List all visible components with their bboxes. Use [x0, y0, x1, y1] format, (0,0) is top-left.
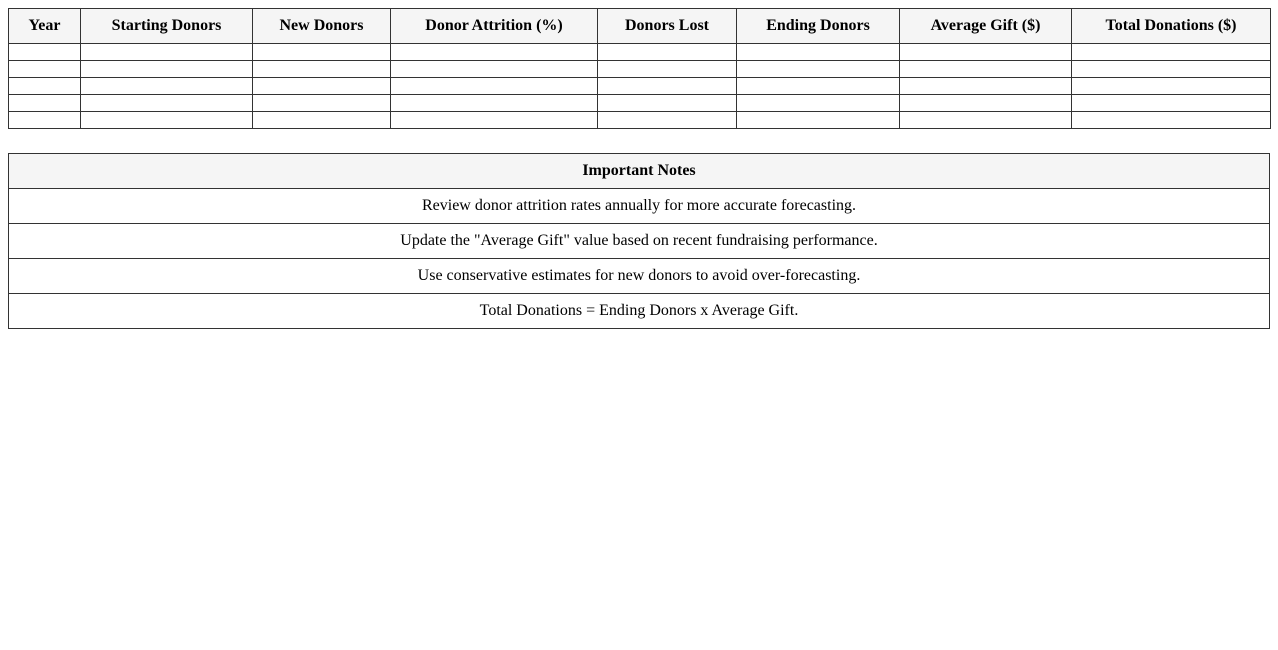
table-row: [9, 112, 1271, 129]
table-cell[interactable]: [1072, 61, 1271, 78]
table-cell[interactable]: [1072, 112, 1271, 129]
table-cell[interactable]: [1072, 78, 1271, 95]
table-cell[interactable]: [598, 95, 737, 112]
note-row: [9, 294, 1270, 329]
column-header-donor-attrition: Donor Attrition (%): [391, 9, 598, 44]
column-header-ending-donors: Ending Donors: [737, 9, 900, 44]
column-header-average-gift: Average Gift ($): [900, 9, 1072, 44]
table-cell[interactable]: [9, 61, 81, 78]
table-cell[interactable]: [598, 78, 737, 95]
important-notes-table: [8, 153, 1270, 329]
column-header-year: Year: [9, 9, 81, 44]
table-cell[interactable]: [391, 112, 598, 129]
note-item: Total Donations = Ending Donors x Average Gift.: [9, 294, 1270, 329]
table-cell[interactable]: [9, 95, 81, 112]
table-cell[interactable]: [253, 112, 391, 129]
table-row: [9, 44, 1271, 61]
table-cell[interactable]: [598, 112, 737, 129]
table-cell[interactable]: [598, 44, 737, 61]
note-item: Update the "Average Gift" value based on recent fundraising performance.: [9, 224, 1270, 259]
table-cell[interactable]: [391, 95, 598, 112]
donor-forecast-table: [8, 8, 1271, 129]
table-cell[interactable]: [391, 61, 598, 78]
table-cell[interactable]: [253, 44, 391, 61]
table-cell[interactable]: [253, 95, 391, 112]
table-row: [9, 95, 1271, 112]
note-row: [9, 259, 1270, 294]
note-item: Use conservative estimates for new donors to avoid over-forecasting.: [9, 259, 1270, 294]
column-header-total-donations: Total Donations ($): [1072, 9, 1271, 44]
table-cell[interactable]: [1072, 44, 1271, 61]
column-header-new-donors: New Donors: [253, 9, 391, 44]
table-cell[interactable]: [81, 61, 253, 78]
table-cell[interactable]: [598, 61, 737, 78]
table-cell[interactable]: [900, 78, 1072, 95]
table-cell[interactable]: [737, 78, 900, 95]
column-header-donors-lost: Donors Lost: [598, 9, 737, 44]
table-row: [9, 78, 1271, 95]
table-cell[interactable]: [900, 44, 1072, 61]
table-cell[interactable]: [737, 44, 900, 61]
table-cell[interactable]: [900, 61, 1072, 78]
table-cell[interactable]: [9, 44, 81, 61]
table-row: [9, 61, 1271, 78]
note-row: [9, 224, 1270, 259]
table-cell[interactable]: [9, 78, 81, 95]
table-cell[interactable]: [900, 112, 1072, 129]
table-cell[interactable]: [81, 95, 253, 112]
table-cell[interactable]: [1072, 95, 1271, 112]
table-cell[interactable]: [253, 61, 391, 78]
column-header-starting-donors: Starting Donors: [81, 9, 253, 44]
notes-header: Important Notes: [9, 154, 1270, 189]
table-cell[interactable]: [81, 78, 253, 95]
table-cell[interactable]: [81, 112, 253, 129]
table-cell[interactable]: [900, 95, 1072, 112]
table-cell[interactable]: [9, 112, 81, 129]
table-header-row: [9, 9, 1271, 44]
notes-header-row: [9, 154, 1270, 189]
table-cell[interactable]: [737, 95, 900, 112]
note-row: [9, 189, 1270, 224]
table-cell[interactable]: [253, 78, 391, 95]
table-cell[interactable]: [391, 44, 598, 61]
table-cell[interactable]: [737, 112, 900, 129]
page: [8, 8, 1270, 329]
note-item: Review donor attrition rates annually for more accurate forecasting.: [9, 189, 1270, 224]
table-cell[interactable]: [391, 78, 598, 95]
table-cell[interactable]: [81, 44, 253, 61]
table-cell[interactable]: [737, 61, 900, 78]
